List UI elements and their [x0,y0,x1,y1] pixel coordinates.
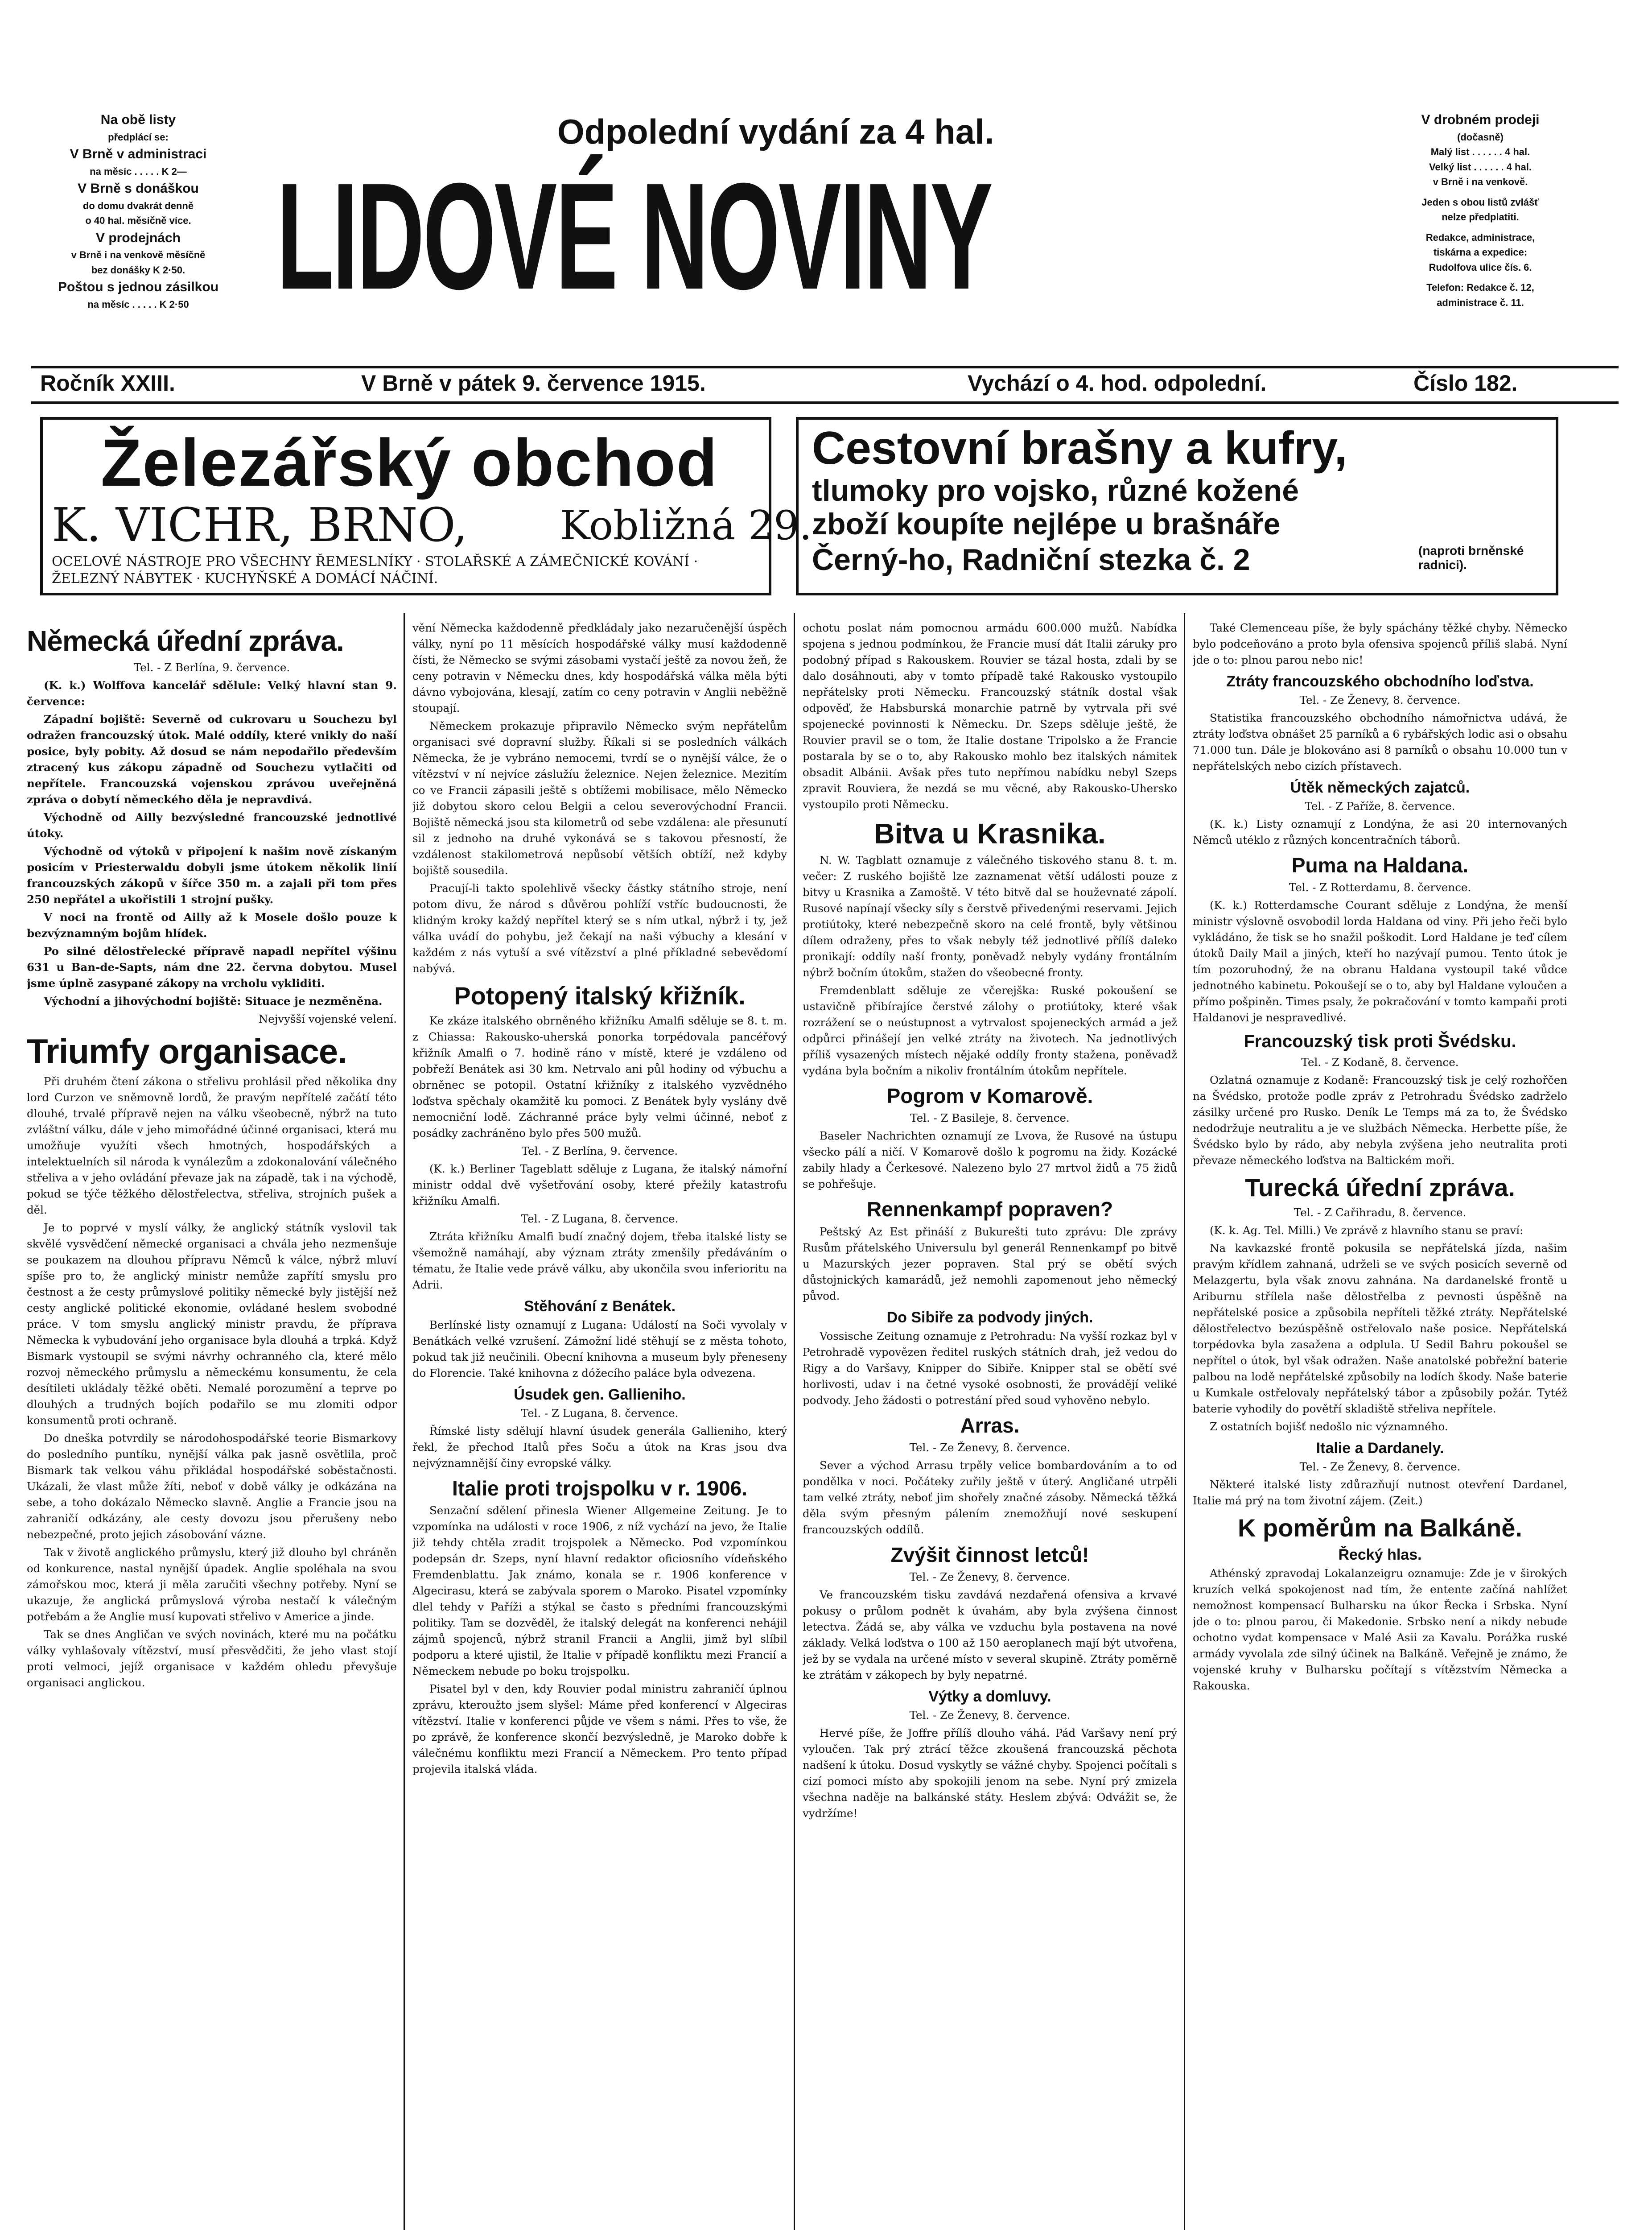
sales-line: (dočasně) [1457,131,1504,143]
article-source: Tel. - Ze Ženevy, 8. července. [1299,694,1461,706]
volume: Ročník XXIII. [40,371,175,396]
sales-line: Malý list . . . . . . 4 hal. [1430,146,1530,157]
article-source: Tel. - Z Lugana, 8. července. [521,1212,679,1225]
article-paragraph: Po silné dělostřelecké přípravě napadl nepřítel výšinu 631 u Ban-de-Sapts, nám dne 22. června dobytou. Musel jsme úplně zasypané zákopy na vrcholu vykliditi. [27,945,397,990]
article-paragraph: Ve francouzském tisku zavdává nezdařená ofensiva a krvavé pokusy o průlom podnět k úvahám, aby byla zvýšena činnost letectva. Žádá se, aby válka ve vzduchu byla postavena na nové základy. Velká loďstva o 100 až 150 aeroplanech mají být utvořena, jež by se vydala na určené místo v several skupině. Ztráty poměrně ke ztrátám v zákopech by byly nepatrné. [803,1588,1177,1682]
article-headline: Úsudek gen. Gallieniho. [514,1386,686,1403]
sales-line: v Brně i na venkově. [1433,176,1528,187]
article-paragraph: vění Německa každodenně předkládaly jako nezaručenější úspěch války, nyní po 11 měsících hospodářské války musí každodenně čísti, že Německo se svými zásobami vystačí ještě za novou žeň, že ceny potravin v Německu dnes, kdy hospodářská válka měla býti dávno vybojována, klesají, zatím co ceny potravin v Anglii neběžně stoupají. [412,621,787,714]
article-headline: Italie a Dardanely. [1316,1440,1444,1457]
article-paragraph: Německem prokazuje připravilo Německo svým nepřátelům organisaci své dopravní služby. Říkali si se posledních válkách Německa, že je vybráno nemocemi, tvrdí se o nynější válce, že o vítězství v ní nejvíce záslužíu železnice. Nejen železnice. Mezitím co ve Francii zápasili ještě s obtížemi mobilisace, mělo Německo již dobytou skoro celou Belgii a celou severovýchodní Francii. Bojiště německá jsou sta kilometrů od sebe vzdálena: ale přesunutí sil z jednoho na druhé vykonává se s takovou přesností, že vzdálenost stakilometrová nepůsobí větších obtíží, než kdyby bojiště sousedila. [412,719,787,877]
dateline-rule [31,401,1619,404]
subscription-line: do domu dvakrát denně [82,200,194,211]
article-paragraph: (K. k.) Listy oznamují z Londýna, že asi 20 internovaných Němců utéklo z různých koncentračních táborů. [1193,818,1567,847]
subscription-line: Poštou s jednou zásilkou [58,280,219,294]
article-paragraph: Baseler Nachrichten oznamují ze Lvova, že Rusové na ústupu všecko pálí a ničí. V Komarově došlo k pogromu na židy. Kozácké zabily hlady a Čerkesové. Nalezeno bylo 27 mrtvol židů a 75 židů se pohřešuje. [803,1129,1177,1191]
article-headline: Výtky a domluvy. [928,1688,1051,1706]
article-paragraph: Východně od Ailly bezvýsledné francouzské jednotlivé útoky. [27,811,397,840]
article-paragraph: Sever a východ Arrasu trpěly velice bombardováním a to od pondělka v noci. Počáteky zuřily ještě v úterý. Angličané utrpěli tam velké ztráty, neboť jim shořely značné zásoby. Německá těžká děla svým přesným pálením znemožňují nové seskupení francouzských oddílů. [803,1459,1177,1536]
sales-line: nelze předplatiti. [1442,211,1519,223]
article-paragraph: (K. k. Ag. Tel. Milli.) Ve zprávě z hlavního stanu se praví: [1210,1224,1524,1237]
article-paragraph: Ozlatná oznamuje z Kodaně: Francouzský tisk je celý rozhořčen na Švédsko, protože podle zpráv z Petrohradu Švédsko zadrželo zásilky určené pro Rusko. Deník Le Temps má za to, že Švédsko nedodržuje neutralitu a je ve službách Německa. Herbette píše, že Švédsko bylo by rádo, aby nebyla zvýšena jeho neutralita proti převaze německého loďstva na Baltickém moři. [1193,1074,1567,1167]
article-source: Tel. - Ze Ženevy, 8. července. [1299,1460,1461,1474]
article-paragraph: Do dneška potvrdily se národohospodářské teorie Bismarkovy do posledního puntíku, nynější válka pak jasně osvětlila, proč Bismark tak velkou váhu přikládal hospodářské soběstačnosti. Ukázali, že vlast může žíti, neboť v době války je odkázána na sebe, a toho dokázalo Německo slavně. Anglie a Francie jsou na zahraničí odkázány, ale cesty dovozu jsou přerušeny nebo nebezpečné, proto jejich zásobování vázne. [27,1432,397,1541]
article-paragraph: Východní a jihovýchodní bojiště: Situace je nezměněna. [44,995,383,1008]
sales-line: Telefon: Redakce č. 12, [1426,282,1534,293]
article-source: Tel. - Ze Ženevy, 8. července. [909,1441,1071,1454]
article-paragraph: Berlínské listy oznamují z Lugana: Událostí na Soči vyvolaly v Benátkách velké vzrušení. Zámožní lidé stěhují se z města tohoto, pokud tak již neučinili. Obecní knihovna a museum byly přeneseny do Florencie. Také knihovna z dóžecího paláce byla odvezena. [412,1318,787,1379]
sales-info [1355,112,1605,311]
subscription-line: V Brně s donáškou [78,181,199,196]
ad-line: Černý-ho, Radniční stezka č. 2 [812,543,1250,577]
article-paragraph: (K. k.) Wolffova kancelář sdělule: Velký hlavní stan 9. července: [27,679,397,708]
article-source: Tel. - Z Basileje, 8. července. [910,1111,1070,1125]
article-paragraph: V noci na frontě od Ailly až k Mosele došlo pouze k bezvýznamným bojům hlídek. [27,911,397,940]
column-divider [404,613,405,2230]
column-divider [794,613,795,2230]
article-paragraph: Ke zkáze italského obrněného křižníku Amalfi sděluje se 8. t. m. z Chiassa: Rakousko-uherská ponorka torpédovala pancéřový křižník Amalfi o 7. hodině ráno v místě, které je vzdáleno od pobřeží Benátek asi 30 km. Netrvalo ani půl hodiny od výbuchu a obrněnec se potopil. Ostatní křižníky z italského vyzvědného loďstva spěchaly okamžitě ku pomoci. Z Benátek byly vyslány dvě nemocniční lodě. Záchranné práce byly velmi účinné, neboť z posádky zachráněno bylo přes 500 mužů. [412,1014,787,1140]
sales-line: Redakce, administrace, [1425,231,1535,243]
subscription-line: bez donášky K 2·50. [91,264,185,276]
article-paragraph: Pisatel byl v den, kdy Rouvier podal ministru zahraničí úplnou zprávu, kteroužto jsem slyšel: Máme před konferencí v Algeciras vítězství. Italie v konferenci půjde ve všem s námi. Přes to vše, že po zprávě, že konference skončí bezvýsledně, je Maroko dobře k válečnému konfliktu mezi Francií a Německem. Pro tento případ projevila italská vláda. [412,1682,787,1776]
subscription-line: Na obě listy [100,112,176,127]
sales-line: Velký list . . . . . . 4 hal. [1429,161,1532,173]
article-source: Tel. - Z Lugana, 8. července. [521,1406,679,1420]
publication-schedule: Vychází o 4. hod. odpolední. [968,371,1267,396]
article-paragraph: Statistika francouzského obchodního námořnictva udává, že ztráty loďstva obnášet 25 parníků a 6 rybářských lodic asi o obsahu 71.000 tun. Dále je blokováno asi 8 parníků o obsahu 10.000 tun v nepřátelských nebo cizích přístavech. [1193,711,1567,772]
column-divider [1184,613,1185,2230]
edition-label: Odpolední vydání za 4 hal. [557,112,994,151]
article-source: Tel. - Z Berlína, 9. července. [521,1144,678,1157]
article-headline: Turecká úřední zpráva. [1245,1173,1515,1202]
article-paragraph: Tak v životě anglického průmyslu, který již dlouho byl chráněn od konkurence, nastal nynější úpadek. Anglie spoléhala na svou zámořskou moc, která ji měla zaručiti všechny potřeby. Nyní se ukazuje, že anglická průmyslová výroba nestačí k válečným potřebám a že Anglie musí kupovati střelivo v Americe a jinde. [27,1546,397,1623]
subscription-line: na měsíc . . . . . K 2·50 [87,298,189,310]
sales-line: administrace č. 11. [1437,297,1524,308]
ad-merchant-name: K. VICHR, BRNO, [52,498,468,552]
article-paragraph: Tak se dnes Angličan ve svých novinách, které mu na počátku války vyhlašovaly vítězství, musí přesvědčiti, že jeho vlast stojí proti velmoci, jejíž organisace v každém ohledu převyšuje organisaci anglickou. [27,1628,397,1689]
article-headline: Stěhování z Benátek. [523,1297,676,1315]
article-signature: Nejvyšší vojenské velení. [258,1012,397,1026]
article-headline: Triumfy organisace. [27,1032,347,1071]
article-headline: Zvýšit činnost letců! [890,1543,1089,1567]
article-paragraph: Ztráta křižníku Amalfi budí značný dojem, třeba italské listy se všemožně namáhají, aby význam ztráty zmenšily předáváním o tématu, že Italie vede právě válku, aby ukončila svou inferioritu na Adrii. [412,1230,787,1291]
article-paragraph: Na kavkazské frontě pokusila se nepřátelská jízda, našim pravým křídlem zahnaná, udrželi se ve svých posicích severně od Melazgertu, byla však znovu zahnána. Na dardanelské frontě u Ariburnu střílela naše dělostřelba z pevnosti úspěšně na nepřátelské posice a způsobila nepříteli těžké ztráty. Nepřátelské dělostřelectvo bezúspěšně ostřelovalo naše posice. Nepřátelská torpédovka byla zasažena a odplula. U Sedil Bahru pokoušel se nepřítel o útok, byl však odražen. Naše anatolské pobřežní baterie palbou na lodě nepřátelské způsobily na lodích škody. Naše baterie u Kumkale ostřelovaly nepřátelský tábor a způsobily požár. Tytéž baterie vyhodily do povětří skladiště střeliva nepřítele. [1193,1242,1567,1416]
luggage-ad [796,417,1558,595]
article-paragraph: ochotu poslat nám pomocnou armádu 600.000 mužů. Nabídka spojena s jednou podmínkou, že Francie musí dát Italii záruky pro podobný případ s Rakouskem. Rouvier se tázal hosta, zdali by se dalo dosáhnouti, aby v tomto případě také Rakousko vystoupilo nepřátelsky proti Německu. Francouzský státník dostal však odpověď, že Habsburská monarchie patrně by vytrvala při své spojenecké povinnosti k Německu. Dr. Szeps sděluje ještě, že Rouvier pravil se o tom, že Italie dostane Tripolsko a že Francie postarala by se o to, aby Rakousko mohlo bez italských námitek obsadit Albánii. Avšak přes tuto nepřímou nabídku nebyl Szeps zpravit Rouviera, že nezdá se mu věcné, aby Rakousko-Uhersko vystoupilo proti Německu. [803,621,1177,811]
ad-address: Kobližná 29. [560,502,812,549]
article-paragraph: Vossische Zeitung oznamuje z Petrohradu: Na vyšší rozkaz byl v Petrohradě vypovězen ředitel ruských státních drah, jež vedou do Rigy a do Varšavy, Knipper do Sibiře. Knipper stal se obětí své horlivosti, udav i na četné vysoké osobnosti, že provádějí veliké podvody. Jeho žádosti o potrestání před soud vyhověno nebylo. [803,1329,1177,1407]
article-paragraph: Senzační sdělení přinesla Wiener Allgemeine Zeitung. Je to vzpomínka na události v roce 1906, z níž vychází na jevo, že Italie již tehdy chtěla zradit trojspolek a Německo. Pod vzpomínkou podepsán dr. Szeps, nyní hlavní redaktor oficiosního vídeňského Fremdenblattu. Jak známo, konala se r. 1906 konference v Algecirasu, která se zabývala sporem o Maroko. Pisatel vzpomínky dlel tehdy v Paříži a stýkal se často s předními francouzskými politiky. Tam se dozvěděl, že italský delegát na konferenci nehájil zájmů spojenců, nýbrž stranil Francii a Anglii, jimž byl slíbil podporu a které ujistil, že Italie v případě konfliktu mezi Francií a Německem nebude po boku trojspolku. [412,1504,787,1678]
ad-line: zboží koupíte nejlépe u brašnáře [812,507,1281,541]
article-paragraph: Je to poprvé v myslí války, že anglický státník vyslovil tak skvělé vysvědčení německé organisaci a chvála jeho nezmenšuje se poukazem na dlouhou přípravu Němců k válce, nýbrž mluví spíše pro to, že anglický ministr nemůže zapřítí smyslu pro čestnost a že cesty průmyslové politiky německé byly jistější než cesty anglické politické ekonomie, ovládané heslem svobodné práce. V tom smyslu anglický ministr pravdu, že příprava Německa k vybudování jeho organisace byla dlouhá a trpká. Když Bismark vystoupil se svými návrhy ochranného cla, které mělo rozvoj německého průmyslu a německému konsumentu, že cela desítileti ukládaly těžké oběti. Nemalé porozumění a teprve po dlouhých a trudných bojích podařilo se mu zlomiti odpor konsumentů proti ochraně. [27,1221,397,1427]
article-source: Tel. - Z Cařihradu, 8. července. [1294,1206,1467,1219]
article-paragraph: N. W. Tagblatt oznamuje z válečného tiskového stanu 8. t. m. večer: Z ruského bojiště lze zaznamenat větší události pouze z bitvy u Krasnika a Zamoště. V této bitvě dal se houževnaté zápolí. Rusové napínají všecky síly s čerstvě přivedenými reservami. Jejich protiútoky, které nebezpečně skoro na celé frontě, byly většinou dílem odraženy, přes to však nebyly též jednotlivé přílíš daleko pronikají: oddíly naší fronty, poněvadž nebyly vydány frontálním nýbrž bočním útokům, stažen do všeobecné fronty. [803,854,1177,979]
article-subheadline: Řecký hlas. [1338,1546,1422,1563]
hardware-store-ad [40,417,812,595]
issue-number: Číslo 182. [1413,371,1518,396]
article-paragraph: Západní bojiště: Severně od cukrovaru u Souchezu byl odražen francouzský útok. Malé oddíly, které vnikly do naší posice, byly pobity. Až dosud se nám nepodařilo především ztracený kus zákopu západně od Souchezu vytlačiti od nepřítele. Francouzská vojenskou zprávou uveřejněná zpráva o dobytí německého děla je nepravdivá. [27,713,397,806]
column-1 [27,620,397,2230]
article-headline: Potopený italský křižník. [454,982,746,1010]
subscription-line: v Brně i na venkově měsíčně [71,249,206,260]
article-paragraph: (K. k.) Berliner Tageblatt sděluje z Lugana, že italský námořní ministr oddal dvě vyšetřování osoby, které přežily katastrofu křižníku Amalfi. [412,1162,787,1207]
subscription-line: V Brně v administraci [70,147,207,161]
article-source: Tel. - Z Rotterdamu, 8. července. [1289,881,1471,894]
issue-date: V Brně v pátek 9. července 1915. [361,371,706,396]
article-source: Tel. - Ze Ženevy, 8. července. [909,1709,1071,1722]
subscription-line: V prodejnách [95,230,181,245]
article-paragraph: Některé italské listy zdůrazňují nutnost otevření Dardanel, Italie má prý na tom životní zájem. (Zeit.) [1193,1478,1567,1507]
article-paragraph: Z ostatních bojišť nedošlo nic významného. [1210,1420,1448,1433]
article-headline: Německá úřední zpráva. [27,625,344,657]
sales-line: V drobném prodeji [1421,112,1540,127]
subscription-line: na měsíc . . . . . K 2— [90,165,187,177]
ad-note: (naproti brněnské radnici). [1418,544,1524,572]
article-headline: Rennenkampf popraven? [866,1198,1113,1221]
article-headline: Útěk německých zajatců. [1290,779,1470,796]
ad-headline: Železářský obchod [101,425,718,500]
article-paragraph: Athénský zpravodaj Lokalanzeigru oznamuje: Zde je v širokých kruzích velká spokojenost nad tím, že entente začíná nahlížet nemožnost kompensací Bulharsku na úkor Řecka i Srbska. Nyní jde o to: plnou parou, či Makedonie. Srbsko není a nikdy nebude ochotno vydat kompensace v Malé Asii za Kavalu. Porážka ruské armády vyvolala zde silný účinek na Balkáně. Veřejně je známo, že vojenské kruhy v Bulharsku počítají s vítězstvím Německa a Rakouska. [1193,1566,1567,1692]
sales-line: tiskárna a expedice: [1433,247,1528,258]
ad-text: OCELOVÉ NÁSTROJE PRO VŠECHNY ŘEMESLNÍKY · STOLAŘSKÉ A ZÁMEČNICKÉ KOVÁNÍ · ŽELEZNÝ NÁBYTEK · KUCHYŇSKÉ A DOMÁCÍ NÁČINÍ. [52,554,698,586]
newspaper-title: LIDOVÉ NOVINY [276,152,992,321]
article-paragraph: Východně od výtoků v připojení k našim nově získaným posicím v Priesterwaldu dobyli jsme útokem několik linií francouzských zákopů v šířce 350 m. a zajali při tom přes 250 nepřátel a ukořistili 1 strojní pušky. [27,845,397,906]
ad-line: tlumoky pro vojsko, různé kožené [812,474,1299,508]
article-paragraph: Fremdenblatt sděluje ze včerejška: Ruské pokoušení se ustavičně přibírajíce čerstvé zálohy o protiútoky, které však rozrážení se o neústupnost a vytrvalost spojeneckých armád a jež odpůrci přinášejí jen velké ztráty na životech. Na jednotlivých příliš vysazených místech nějaké oddíly fronty stažena, poněvadž vydána byla bočním a nikoliv frontálním útokům nepřítele. [803,984,1177,1078]
column-3 [803,620,1177,2230]
sales-line: Rudolfova ulice čís. 6. [1429,261,1532,273]
article-headline: Arras. [960,1413,1020,1437]
ad-line: Cestovní brašny a kufry, [812,422,1347,474]
subscription-info [31,112,245,313]
subscription-line: o 40 hal. měsíčně více. [85,215,191,226]
article-source: Tel. - Z Paříže, 8. července. [1305,800,1455,813]
article-source: Tel. - Z Berlína, 9. července. [133,661,290,674]
article-headline: Puma na Haldana. [1291,854,1469,877]
article-headline: Pogrom v Komarově. [886,1084,1093,1108]
article-headline: Francouzský tisk proti Švédsku. [1244,1032,1516,1052]
article-headline: K poměrům na Balkáně. [1238,1514,1522,1542]
article-headline: Italie proti trojspolku v r. 1906. [452,1476,748,1500]
subscription-line: předplácí se: [108,131,169,143]
article-paragraph: Při druhém čtení zákona o střelivu prohlásil před několika dny lord Curzon ve sněmovně lordů, že pravým nepřítelé začátí této dlouhé, trvalé přípravě nejen na válku všeobecně, nýbrž na tuto zvláštní válku, dále v jeho mimořádné účinné organisaci, která mu umožňuje využíti všech hmotných, hospodářských a intelektuelních sil národa k vynálezům a zdokonalování válečného střeliva a v jeho ovládání převaze jak na západě, tak i na východě, pokud se týče těžkého dělostřelectva, střeliva, strojních pušek a děl. [27,1075,397,1217]
article-source: Tel. - Z Kodaně, 8. července. [1301,1056,1459,1069]
article-paragraph: Také Clemenceau píše, že byly spáchány těžké chyby. Německo bylo podceňováno a proto byla ofensiva spojenců příliš slabá. Nyní jde o to: plnou parou nebo nic! [1193,621,1567,666]
article-paragraph: Hervé píše, že Joffre přílíš dlouho váhá. Pád Varšavy není prý vyloučen. Tak prý ztrácí těžce zkoušená francouzská pěchota nadšení k útoku. Dosud vyskytly se vážné chyby. Spojenci počítali s cizí pomoci místo aby spokojili jenom na sebe. Nyní prý zmizela všechna naděje na balkánské státy. Heslem zbývá: Odvážit se, že vydržíme! [803,1726,1177,1820]
article-paragraph: Pracují-li takto spolehlivě všecky částky státního stroje, není potom divu, že národ s důvěrou pohlíží vstříc budoucnosti, že klidným kroky každý nepřítel který se s ním utkal, nýbrž i ty, jež válka uvádí do pohybu, jež čekají na naši výbuchy a klesání v každém z nás vytuší a své vítězství a plné příkladné sebevědomí nabývá. [412,882,787,975]
sales-line: Jeden s obou listů zvlášť [1421,196,1539,208]
top-rule [31,366,1619,368]
article-paragraph: Peštský Az Est přináší z Bukurešti tuto zprávu: Dle zprávy Rusům přátelského Universulu byl generál Rennenkampf po bitvě u Mazurských jezer popraven. Stal prý se obětí svých důstojnických kamarádů, jež nemohli zapomenout jeho německý původ. [803,1225,1177,1302]
article-paragraph: Římské listy sdělují hlavní úsudek generála Gallieniho, který řekl, že přechod Italů přes Soču a útok na Kras jsou dva nejvýznamnější činy evropské války. [412,1424,787,1470]
article-paragraph: (K. k.) Rotterdamsche Courant sděluje z Londýna, že menší ministr výslovně osvobodil lorda Haldana od viny. Při jeho řeči bylo vykládáno, že tisk se ho snažil poškodit. Lord Haldane je teď cílem útoků Daily Mail a jiných, kteří ho nazývají pumou. Tento útok je tím pozoruhodný, že na obranu Haldana vystoupil také vůdce jednotného kabinetu. Pokoušejí se o to, aby byl Haldane vyloučen a přímo pošpiněn. Times psaly, že pokračování v tomto kampaňi proti Haldanovi je nespravedlivé. [1193,899,1567,1024]
article-source: Tel. - Ze Ženevy, 8. července. [909,1570,1071,1584]
article-headline: Do Sibiře za podvody jiných. [886,1309,1093,1326]
column-4 [1193,620,1567,2230]
article-headline: Bitva u Krasnika. [874,818,1106,850]
article-headline: Ztráty francouzského obchodního loďstva. [1226,673,1534,690]
column-2 [412,620,787,2230]
